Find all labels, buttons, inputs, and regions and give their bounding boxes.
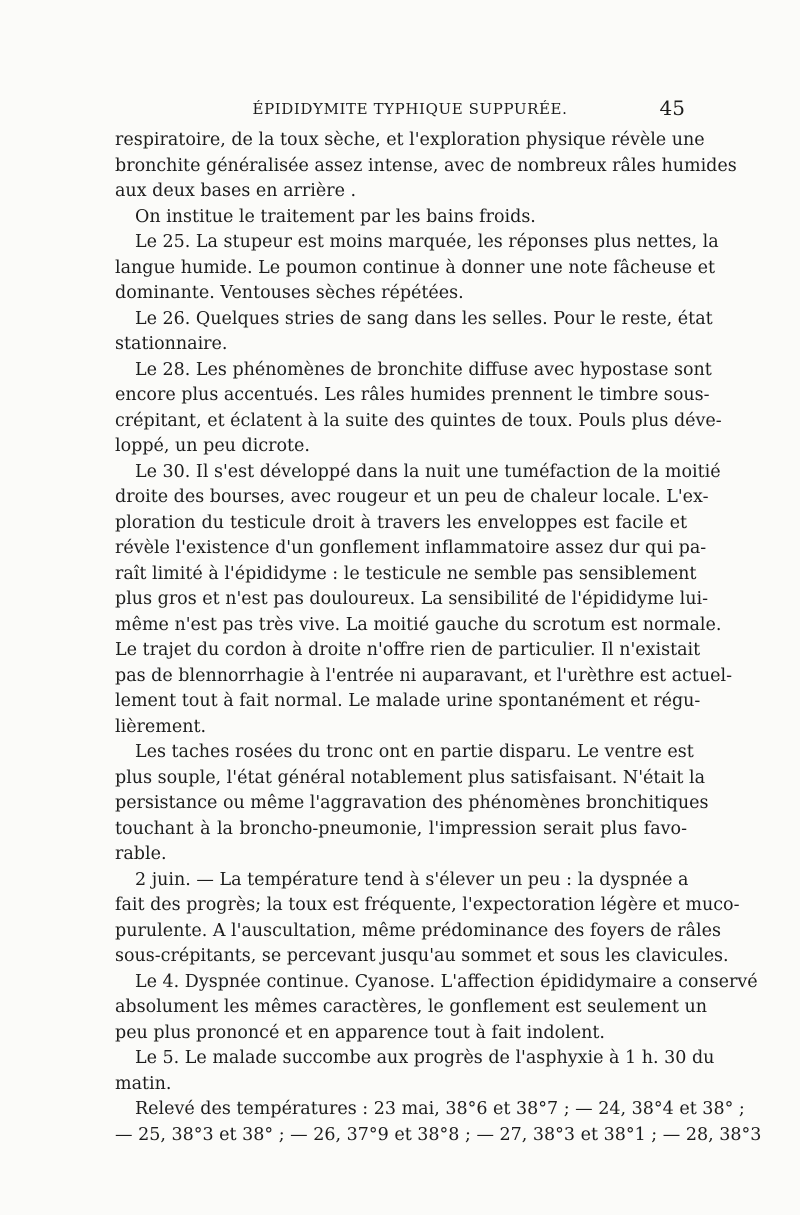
text-line: loppé, un peu dicrote. bbox=[115, 436, 310, 456]
text-line: Le 30. Il s'est développé dans la nuit une tuméfaction de la moitié bbox=[135, 461, 721, 482]
text-line: peu plus prononcé et en apparence tout à fait indolent. bbox=[115, 1022, 605, 1043]
text-line: 2 juin. — La température tend à s'élever un peu : la dyspnée a bbox=[135, 869, 689, 890]
text-line: persistance ou même l'aggravation des phénomènes bronchitiques bbox=[115, 793, 709, 813]
text-line: pas de blennorrhagie à l'entrée ni auparavant, et l'urèthre est actuel- bbox=[115, 665, 732, 686]
text-line: droite des bourses, avec rougeur et un peu de chaleur locale. L'ex- bbox=[115, 487, 709, 507]
page-number: 45 bbox=[659, 96, 685, 120]
text-line: langue humide. Le poumon continue à donner une note fâcheuse et bbox=[115, 257, 715, 278]
text-line: sous-crépitants, se percevant jusqu'au sommet et sous les clavicules. bbox=[115, 946, 729, 966]
text-line: fait des progrès; la toux est fréquente, l'expectoration légère et muco- bbox=[115, 895, 740, 915]
text-line: Le 28. Les phénomènes de bronchite diffuse avec hypostase sont bbox=[135, 359, 712, 380]
text-line: révèle l'existence d'un gonflement inflammatoire assez dur qui pa- bbox=[115, 538, 707, 558]
text-line: purulente. A l'auscultation, même prédominance des foyers de râles bbox=[115, 920, 721, 941]
text-line: Le 5. Le malade succombe aux progrès de l'asphyxie à 1 h. 30 du bbox=[135, 1048, 715, 1068]
text-line: respiratoire, de la toux sèche, et l'exploration physique révèle une bbox=[115, 130, 705, 150]
text-line: plus gros et n'est pas douloureux. La sensibilité de l'épididyme lui- bbox=[115, 589, 709, 609]
text-line: Le 25. La stupeur est moins marquée, les réponses plus nettes, la bbox=[135, 232, 719, 252]
running-title: ÉPIDIDYMITE TYPHIQUE SUPPURÉE. bbox=[252, 100, 568, 118]
text-line: rable. bbox=[115, 844, 167, 864]
text-line: On institue le traitement par les bains froids. bbox=[135, 206, 536, 227]
text-line: aux deux bases en arrière . bbox=[115, 181, 357, 201]
text-line: raît limité à l'épididyme : le testicule ne semble pas sensiblement bbox=[115, 563, 697, 584]
text-line: matin. bbox=[115, 1073, 172, 1094]
text-line: Le 26. Quelques stries de sang dans les selles. Pour le reste, état bbox=[135, 308, 713, 329]
text-line: Les taches rosées du tronc ont en partie disparu. Le ventre est bbox=[135, 742, 694, 762]
text-line: lement tout à fait normal. Le malade urine spontanément et régu- bbox=[115, 691, 701, 711]
text-line: plus souple, l'état général notablement plus satisfaisant. N'était la bbox=[115, 767, 706, 788]
text-line: encore plus accentués. Les râles humides prennent le timbre sous- bbox=[115, 385, 710, 405]
text-line: même n'est pas très vive. La moitié gauche du scrotum est normale. bbox=[115, 614, 722, 635]
text-line: lièrement. bbox=[115, 716, 207, 737]
text-line: dominante. Ventouses sèches répétées. bbox=[115, 283, 464, 303]
body-text bbox=[115, 128, 762, 1148]
text-line: bronchite généralisée assez intense, avec de nombreux râles humides bbox=[115, 155, 737, 176]
text-line: stationnaire. bbox=[115, 334, 228, 354]
text-line: Relevé des températures : 23 mai, 38°6 et 38°7 ; — 24, 38°4 et 38° ; bbox=[135, 1099, 745, 1119]
text-line: absolument les mêmes caractères, le gonflement est seulement un bbox=[115, 997, 708, 1017]
text-line: ploration du testicule droit à travers les enveloppes est facile et bbox=[115, 512, 687, 533]
text-line: Le 4. Dyspnée continue. Cyanose. L'affection épididymaire a conservé bbox=[135, 971, 758, 992]
text-line: — 25, 38°3 et 38° ; — 26, 37°9 et 38°8 ; — 27, 38°3 et 38°1 ; — 28, 38°3 bbox=[115, 1124, 762, 1145]
text-line: touchant à la broncho-pneumonie, l'impression serait plus favo- bbox=[115, 818, 687, 839]
text-line: crépitant, et éclatent à la suite des quintes de toux. Pouls plus déve- bbox=[115, 410, 722, 431]
page-header bbox=[115, 96, 685, 126]
text-line: Le trajet du cordon à droite n'offre rien de particulier. Il n'existait bbox=[115, 640, 701, 660]
